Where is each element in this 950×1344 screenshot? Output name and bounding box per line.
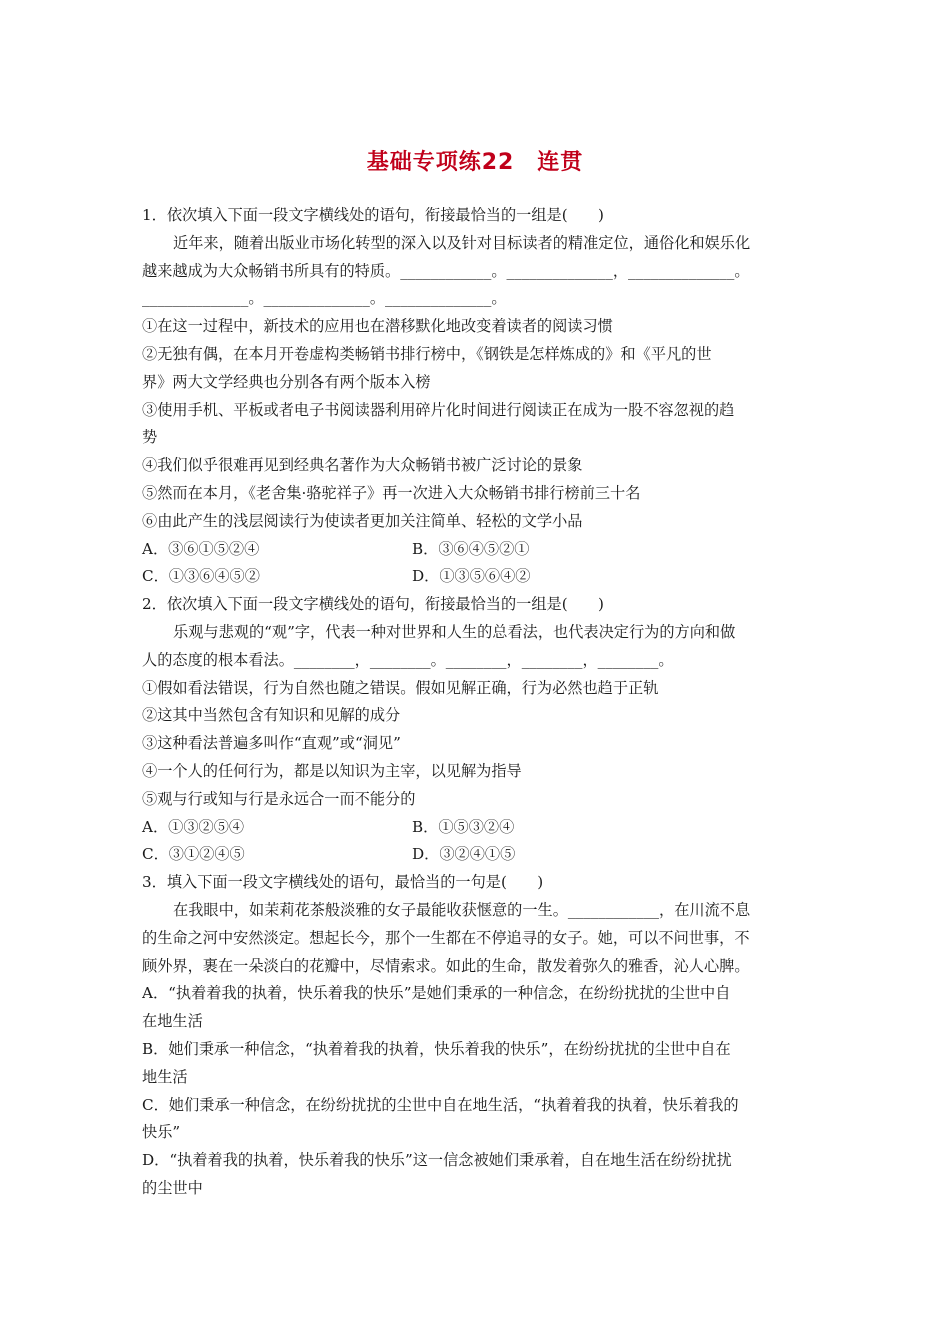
question-1-item: ②无独有偶，在本月开卷虚构类畅销书排行榜中，《钢铁是怎样炼成的》和《平凡的世 [142, 344, 712, 363]
question-3-choice-b: B．她们秉承一种信念，“执着着我的执着，快乐着我的快乐”，在纷纷扰扰的尘世中自在 [142, 1039, 731, 1058]
question-2-item: ⑤观与行或知与行是永远合一而不能分的 [142, 789, 416, 808]
question-1-item: ①在这一过程中，新技术的应用也在潜移默化地改变着读者的阅读习惯 [142, 317, 613, 336]
question-1-item: 势 [142, 428, 158, 447]
question-2-item: ③这种看法普遍多叫作“直观”或“洞见” [142, 734, 401, 753]
question-3-choice-d: D．“执着着我的执着，快乐着我的快乐”这一信念被她们秉承着，自在地生活在纷纷扰扰 [142, 1151, 732, 1170]
question-2-option-a: A．①③②⑤④ [142, 817, 245, 836]
question-3-choice-c-cont: 快乐” [142, 1123, 181, 1142]
question-3 [142, 869, 810, 1203]
question-2-passage-line: 人的态度的根本看法。________，________。________，________，________。 [142, 650, 674, 669]
question-2-stem: 2．依次填入下面一段文字横线处的语句，衔接最恰当的一组是( ) [142, 595, 604, 614]
question-3-passage-line: 的生命之河中安然淡定。想起长今，那个一生都在不停追寻的女子。她，可以不问世事，不 [142, 928, 750, 947]
question-3-choice-a-cont: 在地生活 [142, 1012, 203, 1031]
question-1-item: ⑤然而在本月，《老舍集·骆驼祥子》再一次进入大众畅销书排行榜前三十名 [142, 483, 641, 502]
question-2-passage-line: 乐观与悲观的“观”字，代表一种对世界和人生的总看法，也代表决定行为的方向和做 [173, 622, 736, 641]
question-1-passage-line: ______________。______________。______________。 [142, 289, 507, 308]
page-title: 基础专项练22 连贯 [366, 150, 584, 175]
question-3-passage-line: 顾外界，裹在一朵淡白的花瓣中，尽情索求。如此的生命，散发着弥久的雅香，沁人心脾。 [142, 956, 750, 975]
question-2-option-c: C．③①②④⑤ [142, 845, 245, 864]
question-2-options-row [142, 841, 810, 869]
question-1 [142, 202, 810, 591]
question-2-option-d: D．③②④①⑤ [412, 845, 516, 864]
question-1-option-d: D．①③⑤⑥④② [412, 567, 531, 586]
question-2-option-b: B．①⑤③②④ [412, 817, 515, 836]
exercise-content [142, 202, 810, 1203]
question-2-options-row [142, 814, 810, 842]
question-2 [142, 591, 810, 869]
question-3-choice-d-cont: 的尘世中 [142, 1178, 203, 1197]
question-1-item: ⑥由此产生的浅层阅读行为使读者更加关注简单、轻松的文学小品 [142, 511, 583, 530]
question-1-passage-line: 近年来，随着出版业市场化转型的深入以及针对目标读者的精准定位，通俗化和娱乐化 [173, 233, 751, 252]
question-3-choice-b-cont: 地生活 [142, 1067, 188, 1086]
question-1-item: 界》两大文学经典也分别各有两个版本入榜 [142, 372, 431, 391]
question-2-item: ①假如看法错误，行为自然也随之错误。假如见解正确，行为必然也趋于正轨 [142, 678, 659, 697]
question-1-options-row [142, 536, 810, 564]
question-1-passage-line: 越来越成为大众畅销书所具有的特质。____________。______________，______________。 [142, 261, 750, 280]
question-1-option-a: A．③⑥①⑤②④ [142, 539, 260, 558]
question-1-item: ④我们似乎很难再见到经典名著作为大众畅销书被广泛讨论的景象 [142, 456, 583, 475]
question-3-passage-line: 在我眼中，如茉莉花茶般淡雅的女子最能收获惬意的一生。____________，在川流不息 [173, 900, 751, 919]
question-1-options-row [142, 563, 810, 591]
question-2-item: ②这其中当然包含有知识和见解的成分 [142, 706, 401, 725]
question-3-stem: 3．填入下面一段文字横线处的语句，最恰当的一句是( ) [142, 873, 544, 892]
question-2-item: ④一个人的任何行为，都是以知识为主宰，以见解为指导 [142, 761, 522, 780]
question-1-option-b: B．③⑥④⑤②① [412, 539, 530, 558]
question-1-stem: 1．依次填入下面一段文字横线处的语句，衔接最恰当的一组是( ) [142, 206, 604, 224]
question-1-option-c: C．①③⑥④⑤② [142, 567, 260, 586]
question-3-choice-c: C．她们秉承一种信念，在纷纷扰扰的尘世中自在地生活，“执着着我的执着，快乐着我的 [142, 1095, 739, 1114]
question-1-item: ③使用手机、平板或者电子书阅读器利用碎片化时间进行阅读正在成为一股不容忽视的趋 [142, 400, 735, 419]
question-3-choice-a: A．“执着着我的执着，快乐着我的快乐”是她们秉承的一种信念，在纷纷扰扰的尘世中自 [142, 984, 731, 1003]
